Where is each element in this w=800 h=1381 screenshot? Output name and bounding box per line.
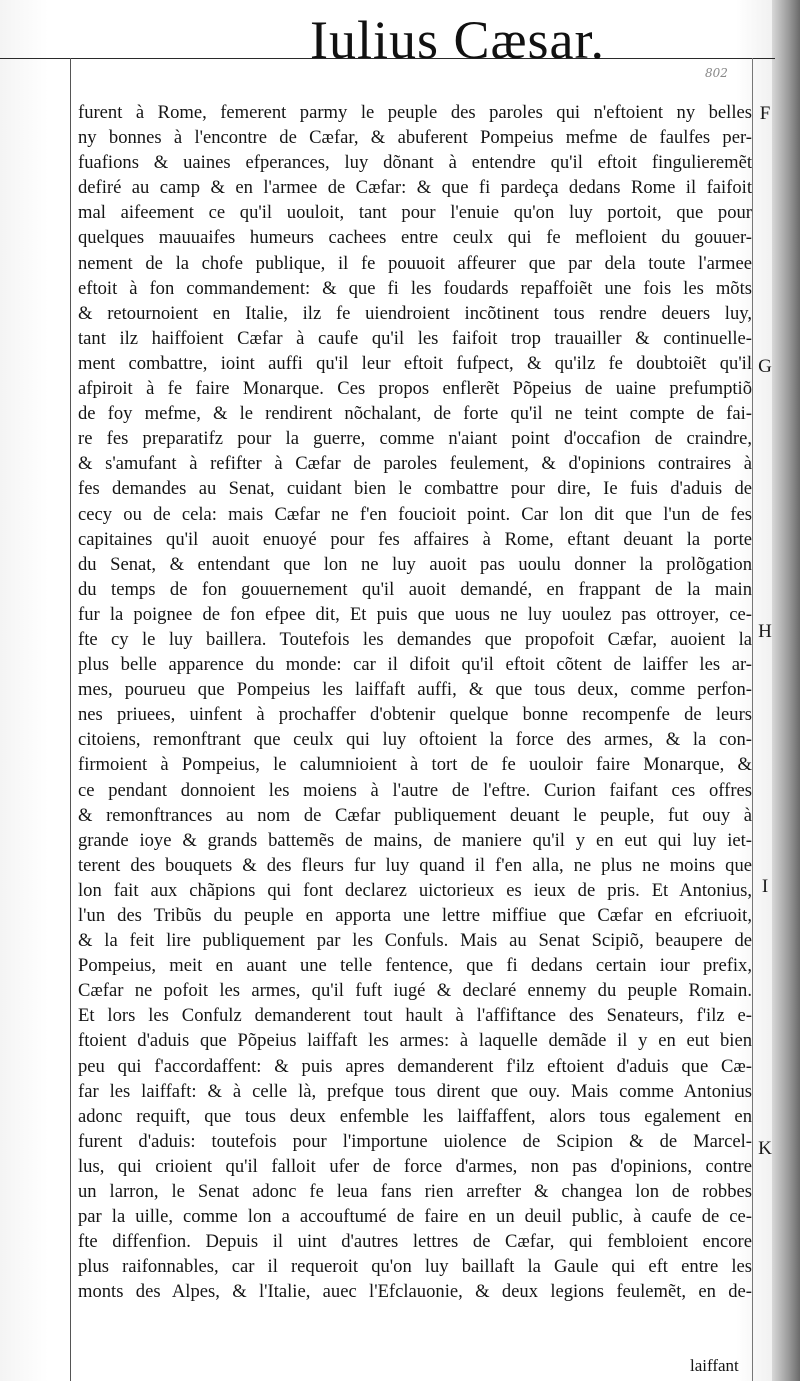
margin-letter-g: G [758, 356, 772, 377]
text-line: furent d'aduis: toutefois pour l'importune uiolence de Scipion & de Marcel- [78, 1130, 752, 1152]
text-line: capitaines qu'il auoit enuoyé pour fes affaires à Rome, eftant deuant la porte [78, 528, 752, 550]
text-line: par la uille, comme lon a accouftumé de faire en un deuil public, à caufe de ce- [78, 1206, 752, 1228]
text-line: ftoient d'aduis que Põpeius laiffaft les armes: à laquelle demãde il y en eut bien [78, 1030, 752, 1052]
text-line: & la feit lire publiquement par les Confuls. Mais au Senat Scipiõ, beaupere de [78, 930, 752, 952]
text-line: l'un des Tribũs du peuple en apporta une lettre miffiue que Cæfar en efcriuoit, [78, 905, 752, 926]
text-line: re fes preparatifz pour la guerre, comme n'aiant point d'occafion de craindre, [78, 428, 752, 450]
text-line: nement de la chofe publique, il fe pouuoit affeurer que par dela toute l'armee [78, 252, 752, 274]
text-line: de foy mefme, & le rendirent nõchalant, de forte qu'il ne teint compte de fai- [78, 403, 752, 425]
text-line: Et lors les Confulz demanderent tout hault à l'affiftance des Senateurs, f'ilz e- [78, 1005, 752, 1027]
margin-letter-i: I [761, 876, 769, 897]
text-line: peu qui f'accordaffent: & puis apres demanderent f'ilz eftoient d'aduis que Cæ- [78, 1055, 752, 1077]
text-line: grande ioye & grands battemẽs de mains, de maniere qu'il y en eut qui luy iet- [78, 829, 752, 851]
text-line: mal aifeement ce qu'il uouloit, tant pour l'enuie qu'on luy portoit, que pour [78, 202, 752, 224]
text-line: citoiens, remonftrant que ceulx qui luy oftoient la force des armes, & la con- [78, 729, 752, 751]
text-line: monts des Alpes, & l'Italie, auec l'Efclauonie, & deux legions feulemẽt, en de- [78, 1281, 752, 1303]
body-text [78, 100, 752, 1305]
text-line: far les laiffaft: & à celle là, prefque tous dirent que ouy. Mais comme Antonius [78, 1080, 752, 1102]
margin-letter-f: F [759, 103, 771, 124]
margin-letter-k: K [758, 1138, 772, 1159]
text-line: adonc requift, que tous deux enfemble les laiffaffent, alors tous egalement en [78, 1105, 752, 1127]
text-line: lus, qui crioient qu'il falloit ufer de force d'armes, non pas d'opinions, contre [78, 1155, 752, 1177]
text-line: cecy ou de cela: mais Cæfar ne f'en foucioit point. Car lon dit que l'un de fes [78, 503, 752, 525]
text-line: furent à Rome, femerent parmy le peuple des paroles qui n'eftoient ny belles [78, 102, 752, 123]
text-line: ment combattre, ioint auffi qu'il leur eftoit fufpect, & qu'ilz fe doubtoiẽt qu'il [78, 352, 752, 374]
text-line: nes priuees, uinfent à prochaffer d'obtenir quelque bonne recompenfe de leurs [78, 704, 752, 726]
text-line: plus raifonnables, car il requeroit qu'on luy baillaft la Gaule qui eft entre les [78, 1256, 752, 1278]
text-line: fes demandes au Senat, cuidant bien le combattre pour dire, Ie fuis d'aduis de [78, 478, 752, 500]
text-line: defiré au camp & en l'armee de Cæfar: & que fi pardeça dedans Rome il faifoit [78, 177, 752, 199]
margin-letter-h: H [758, 621, 772, 642]
text-line: tant ilz haiffoient Cæfar à caufe qu'il les faifoit trop trauailler & continuelle- [78, 327, 752, 349]
text-line: ny bonnes à l'encontre de Cæfar, & abuferent Pompeius mefme de faulfes per- [78, 127, 752, 149]
text-line: & retournoient en Italie, ilz fe uiendroient incõtinent tous rendre deuers luy, [78, 302, 752, 324]
text-line: terent des bouquets & des fleurs fur luy quand il f'en alla, ne plus ne moins que [78, 854, 752, 876]
left-margin-rule [70, 58, 71, 1381]
text-line: mes, pourueu que Pompeius les laiffaft auffi, & que tous deux, comme perfon- [78, 679, 752, 701]
text-line: eftoit à fon commandement: & que fi les foudards repaffoiẽt une fois les mõts [78, 277, 752, 299]
text-line: plus belle apparence du monde: car il difoit qu'il eftoit cõtent de laiffer les ar- [78, 654, 752, 676]
text-line: & remonftrances au nom de Cæfar publiquement deuant le peuple, fut ouy à [78, 804, 752, 826]
catchword: laiffant [690, 1356, 739, 1375]
text-line: fuafions & uaines efperances, luy dõnant à entendre qu'il eftoit fingulieremẽt [78, 152, 752, 174]
page-gutter-fold [772, 0, 800, 1381]
text-line: Pompeius, meit en auant une telle fentence, que fi dedans certain iour prefix, [78, 955, 752, 977]
text-line: afpiroit à fe faire Monarque. Ces propos enflerẽt Põpeius de uaine prefumptiõ [78, 378, 752, 400]
text-line: fte cy le luy baillera. Toutefois les demandes que propofoit Cæfar, auoient la [78, 628, 752, 650]
text-line: du temps de fon gouuernement qu'il auoit demandé, en frappant de la main [78, 578, 752, 600]
text-line: firmoient à Pompeius, le calumnioient à tort de fe uouloir faire Monarque, & [78, 754, 752, 776]
text-line: fte diffenfion. Depuis il uint d'autres lettres de Cæfar, qui fembloient encore [78, 1231, 752, 1253]
text-line: du Senat, & entendant que lon ne luy auoit pas uoulu donner la prolõgation [78, 553, 752, 575]
text-line: un larron, le Senat adonc fe leua fans rien arrefter & changea lon de robbes [78, 1181, 752, 1203]
text-line: ce pendant donnoient les moiens à l'autre de l'eftre. Curion faifant ces offres [78, 779, 752, 801]
text-line: Cæfar ne pofoit les armes, qu'il fuft iugé & declaré ennemy du peuple Romain. [78, 980, 752, 1002]
right-margin-rule [752, 58, 753, 1381]
folio-number: 802 [705, 66, 728, 80]
running-head-title: Iulius Cæsar. [310, 10, 606, 70]
text-line: lon fait aux chãpions qui font declarez uictorieux es ieux de pris. Et Antonius, [78, 879, 752, 901]
text-line: & s'amufant à refifter à Cæfar de paroles feulement, & d'opinions contraires à [78, 453, 752, 475]
text-line: quelques mauuaifes humeurs cachees entre ceulx qui fe mefloient du gouuer- [78, 227, 752, 249]
text-line: fur la poignee de fon efpee dit, Et puis que uous ne luy uoulez pas ottroyer, ce- [78, 603, 752, 625]
